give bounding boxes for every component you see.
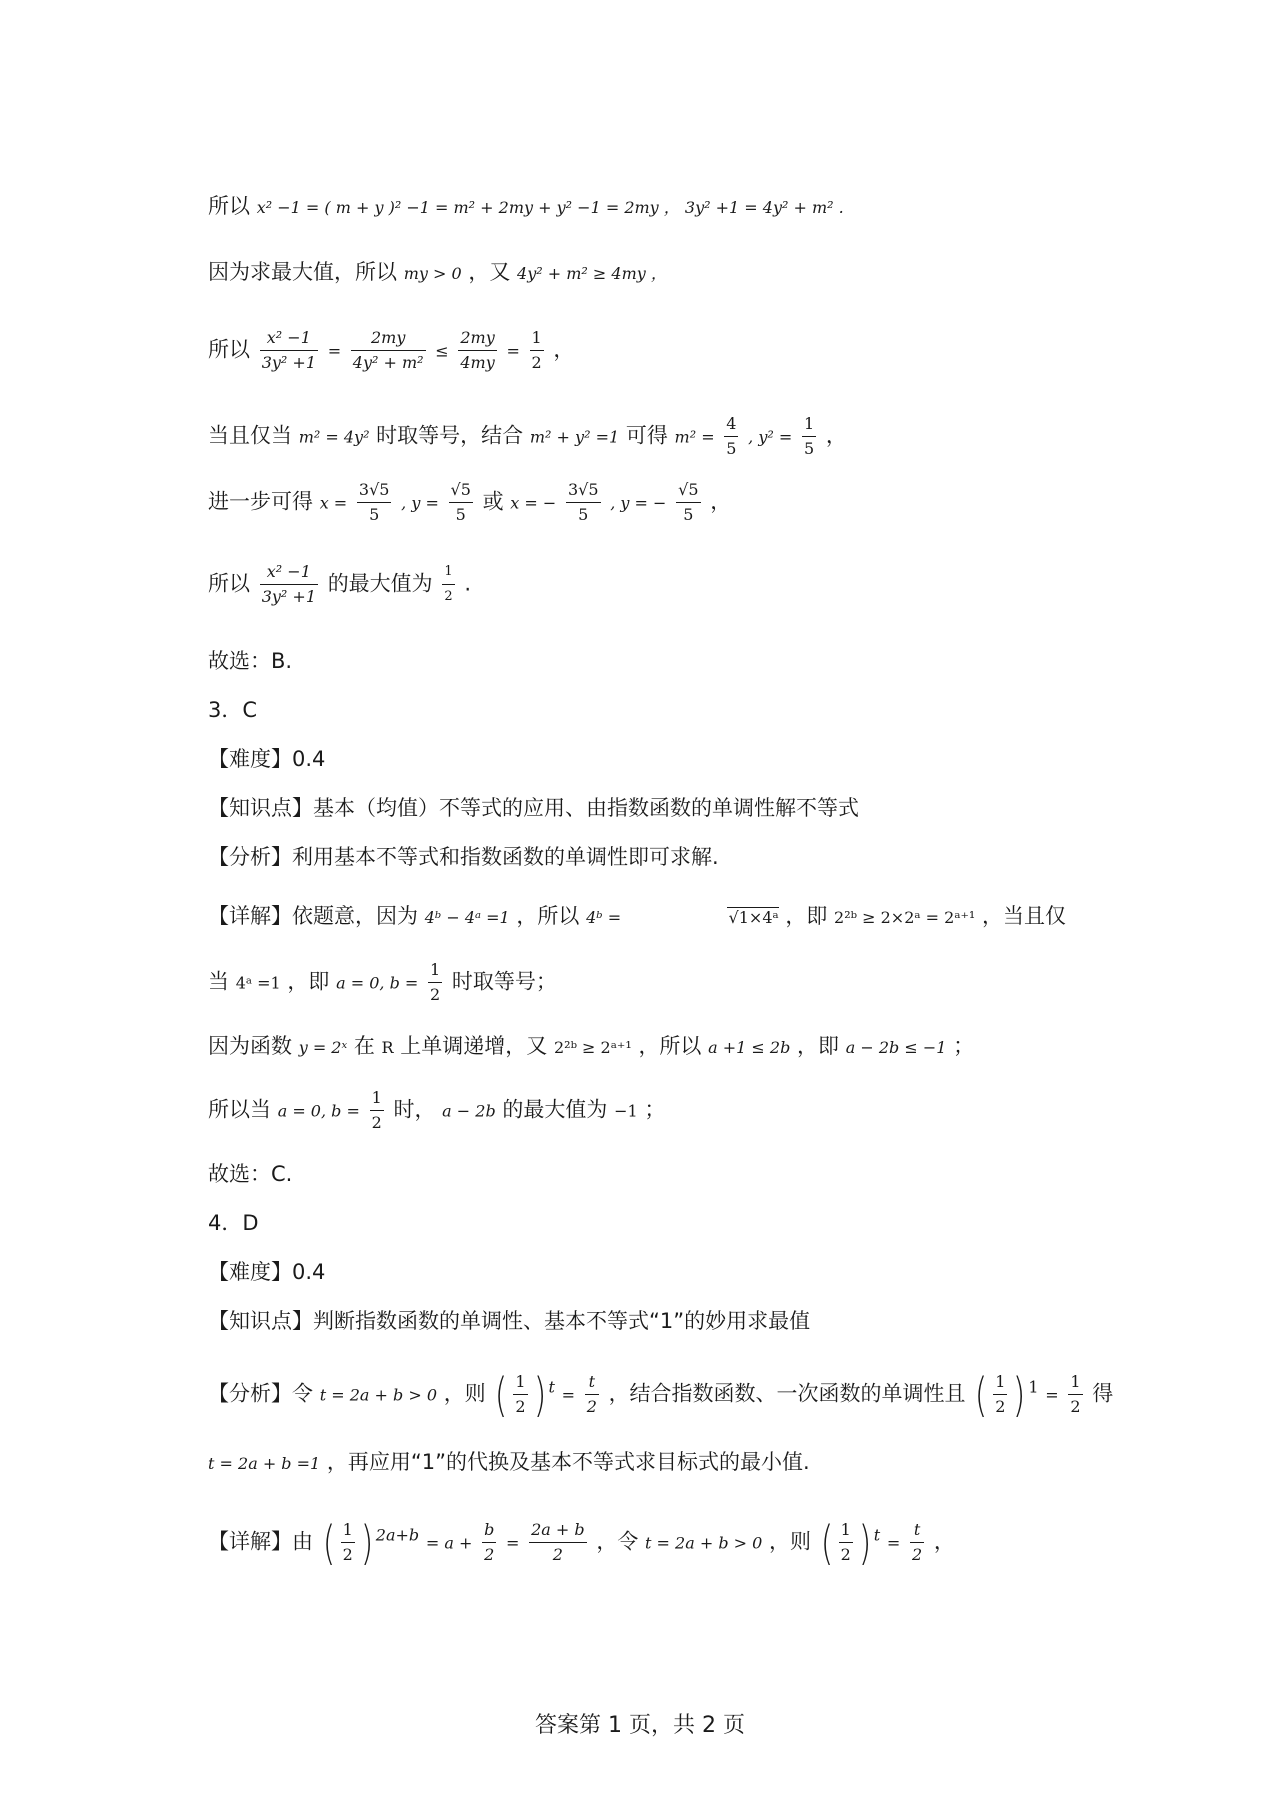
line-5: 进一步可得 x = $\frac{3√5}{5}$ , y = $\frac{√5}{5}$ 或 x = − $\frac{3√5}{5}$ , y = − $\frac{√5}{5}$ ， (208, 480, 732, 524)
knowledge-3: 【知识点】基本（均值）不等式的应用、由指数函数的单调性解不等式 (208, 796, 859, 820)
line-14: 因为函数 y = 2ˣ 在 R 上单调递增，又 2²ᵇ ≥ 2ᵃ⁺¹ ，所以 a +1 ≤ 2b ，即 a − 2b ≤ −1 ； (208, 1034, 975, 1058)
line-12: 【详解】依题意，因为 4ᵇ − 4ᵃ =1 ，所以 4ᵇ = √1×4ᵃ ，即 2²ᵇ ≥ 2×2ᵃ = 2ᵃ⁺¹ ，当且仅 (208, 904, 1067, 928)
line-3: 所以 $\frac{\text{x² −1}}{\text{3y² +1}}$ = $\frac{2my}{\text{4y² + m²}}$ ≤ $\frac{2my}{4my}$ = $\frac{1}{2}$ ， (208, 328, 575, 372)
analysis-3: 【分析】利用基本不等式和指数函数的单调性即可求解. (208, 845, 719, 869)
difficulty-3: 【难度】0.4 (208, 747, 326, 771)
line-20: 【分析】令 t = 2a + b > 0 ，则 ( $\frac{1}{2}$ ) $^t$ = $\frac{t}{2}$ ，结合指数函数、一次函数的单调性且 ( $\frac{1}{2}$ ) $^1$ = $\frac{1}{2}$ 得 (208, 1367, 1114, 1422)
line-13: 当 4ᵃ =1 ，即 a = 0, b = $\frac{1}{2}$ 时取等号； (208, 960, 557, 1004)
knowledge-4: 【知识点】判断指数函数的单调性、基本不等式“1”的妙用求最值 (208, 1309, 811, 1333)
line-6: 所以 $\frac{\text{x² −1}}{\text{3y² +1}}$ 的最大值为 $\frac{1}{2}$ . (208, 562, 472, 606)
line-4: 当且仅当 m² = 4y² 时取等号，结合 m² + y² =1 可得 m² = $\frac{4}{5}$ , y² = $\frac{1}{5}$ ， (208, 414, 847, 458)
answer-4: 4．D (208, 1211, 259, 1235)
page-footer: 答案第 1 页，共 2 页 (535, 1713, 745, 1738)
line-16: 故选：C. (208, 1162, 293, 1186)
line-21: t = 2a + b =1 ，再应用“1”的代换及基本不等式求目标式的最小值. (208, 1450, 810, 1474)
line-15: 所以当 a = 0, b = $\frac{1}{2}$ 时， a − 2b 的最大值为 −1 ； (208, 1088, 666, 1132)
difficulty-4: 【难度】0.4 (208, 1260, 326, 1284)
line-7: 故选：B. (208, 649, 293, 673)
line-22: 【详解】由 ( $\frac{1}{2}$ ) $^{2a+b}$ = a + $\frac{b}{2}$ = $\frac{2a + b}{2}$ ，令 t = 2a + b > 0 ，则 ( $\frac{1}{2}$ ) $^t$ = $\frac{t}{2}$ ， (208, 1515, 955, 1570)
line-2: 因为求最大值，所以 my > 0 ，又 4y² + m² ≥ 4my ， (208, 260, 667, 284)
answer-3: 3．C (208, 698, 258, 722)
line-1: 所以 x² −1 = ( m + y )² −1 = m² + 2my + y² −1 = 2my ， 3y² +1 = 4y² + m² . (208, 194, 844, 218)
